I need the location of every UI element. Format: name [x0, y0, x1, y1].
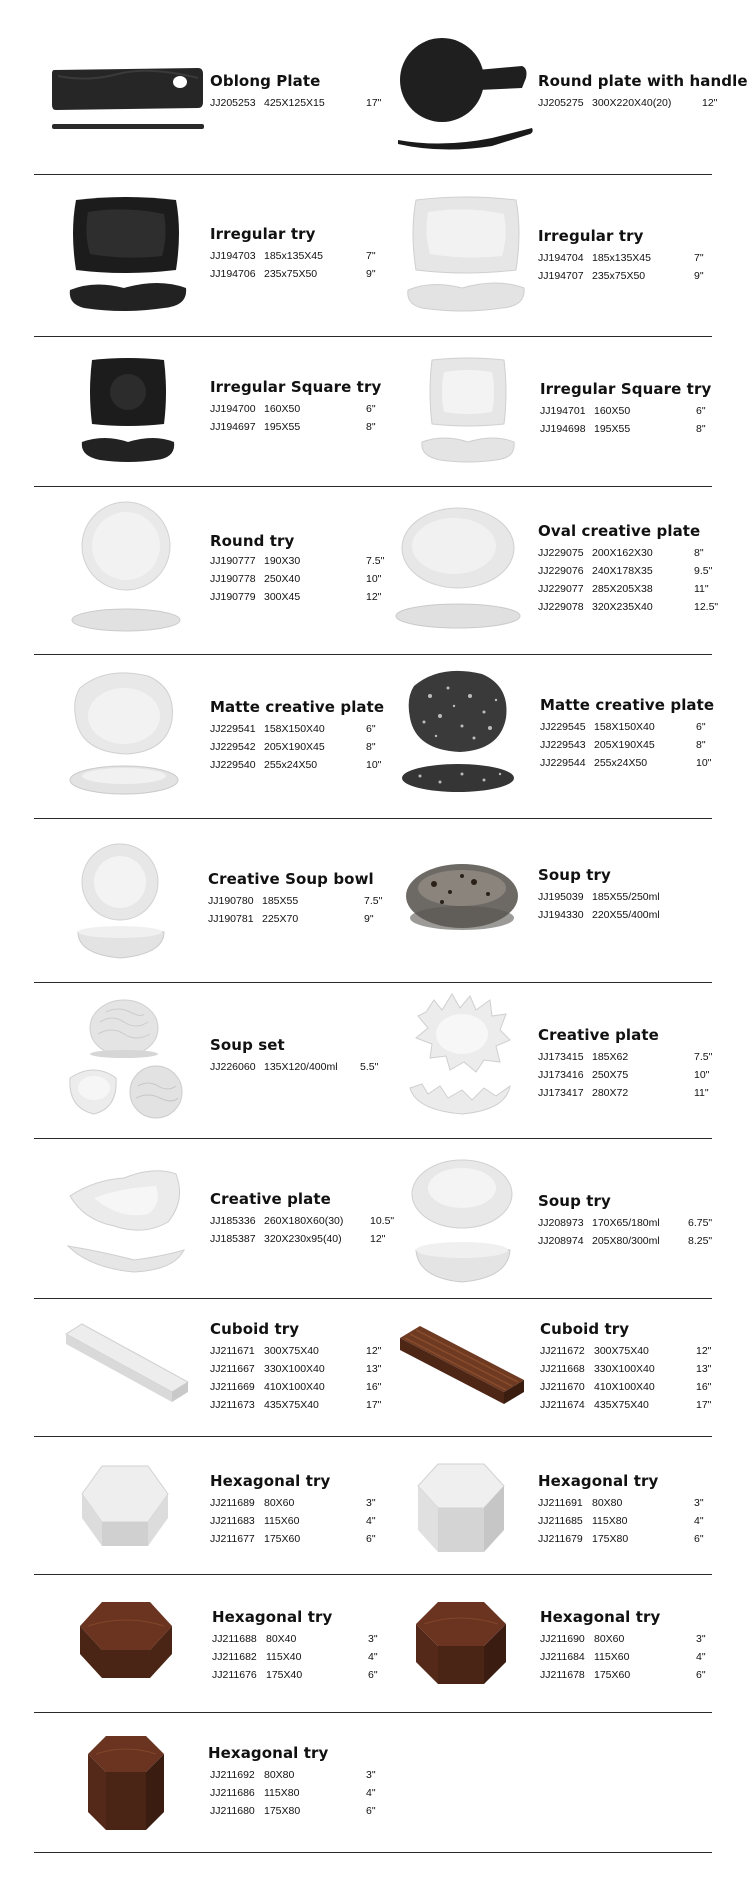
oval-creative-plate-image [394, 504, 526, 634]
soup-set-image [64, 996, 186, 1120]
product-title: Hexagonal try [540, 1608, 661, 1626]
section-divider [34, 1712, 712, 1713]
spec-row: JJ194701 160X50 6" [540, 405, 706, 417]
spec-row: JJ229541 158X150X40 6" [210, 723, 376, 735]
creative-plate-leaf-image [64, 1160, 188, 1278]
spec-row: JJ229545 158X150X40 6" [540, 721, 706, 733]
round-plate-with-handle-image [392, 36, 537, 151]
spec-row: JJ205275 300X220X40(20) 12" [538, 97, 718, 109]
product-title: Oblong Plate [210, 72, 321, 90]
spec-row: JJ226060 135X120/400ml 5.5" [210, 1061, 379, 1073]
hexagonal-tray-wood-mid-image [414, 1600, 508, 1688]
oblong-plate-image [48, 62, 208, 137]
spec-row: JJ194698 195X55 8" [540, 423, 706, 435]
product-title: Soup set [210, 1036, 285, 1054]
hexagonal-tray-white-low-image [80, 1464, 170, 1550]
spec-row: JJ211690 80X60 3" [540, 1633, 706, 1645]
creative-plate-splash-image [406, 990, 516, 1120]
spec-row: JJ229078 320X235X40 12.5" [538, 601, 719, 613]
section-divider [34, 336, 712, 337]
product-title: Round plate with handle [538, 72, 748, 90]
hexagonal-tray-wood-low-image [78, 1600, 174, 1682]
section-divider [34, 1298, 712, 1299]
product-title: Creative plate [210, 1190, 331, 1208]
spec-row: JJ185336 260X180X60(30) 10.5" [210, 1215, 395, 1227]
spec-row: JJ229542 205X190X45 8" [210, 741, 376, 753]
spec-row: JJ211670 410X100X40 16" [540, 1381, 712, 1393]
spec-row: JJ190780 185X55 7.5" [208, 895, 383, 907]
spec-row: JJ211676 175X40 6" [212, 1669, 378, 1681]
spec-row: JJ211679 175X80 6" [538, 1533, 704, 1545]
spec-row: JJ211667 330X100X40 13" [210, 1363, 382, 1375]
creative-soup-bowl-image [74, 842, 170, 964]
hexagonal-tray-wood-tall-image [86, 1734, 166, 1834]
soup-tray-white-image [410, 1158, 516, 1286]
spec-row: JJ211673 435X75X40 17" [210, 1399, 382, 1411]
spec-row: JJ211669 410X100X40 16" [210, 1381, 382, 1393]
spec-row: JJ194706 235x75X50 9" [210, 268, 376, 280]
spec-row: JJ211674 435X75X40 17" [540, 1399, 712, 1411]
spec-row: JJ190777 190X30 7.5" [210, 555, 385, 567]
spec-row: JJ195039 185X55/250ml [538, 891, 660, 903]
spec-row: JJ229544 255x24X50 10" [540, 757, 712, 769]
section-divider [34, 174, 712, 175]
section-divider [34, 1138, 712, 1139]
product-title: Cuboid try [540, 1320, 630, 1338]
cuboid-tray-wood-image [396, 1320, 528, 1412]
cuboid-tray-white-image [62, 1320, 192, 1406]
product-title: Cuboid try [210, 1320, 300, 1338]
product-title: Soup try [538, 1192, 611, 1210]
irregular-tray-black-image [64, 192, 194, 317]
spec-row: JJ211686 115X80 4" [210, 1787, 376, 1799]
spec-row: JJ211683 115X60 4" [210, 1515, 376, 1527]
product-title: Round try [210, 532, 295, 550]
matte-creative-plate-speckled-image [400, 666, 520, 801]
section-divider [34, 1574, 712, 1575]
spec-row: JJ194700 160X50 6" [210, 403, 376, 415]
spec-row: JJ190778 250X40 10" [210, 573, 382, 585]
spec-row: JJ211682 115X40 4" [212, 1651, 378, 1663]
spec-row: JJ211680 175X80 6" [210, 1805, 376, 1817]
spec-row: JJ194330 220X55/400ml [538, 909, 660, 921]
spec-row: JJ194697 195X55 8" [210, 421, 376, 433]
spec-row: JJ211685 115X80 4" [538, 1515, 704, 1527]
spec-row: JJ211671 300X75X40 12" [210, 1345, 382, 1357]
spec-row: JJ211678 175X60 6" [540, 1669, 706, 1681]
spec-row: JJ190781 225X70 9" [208, 913, 374, 925]
product-title: Hexagonal try [208, 1744, 329, 1762]
product-title: Hexagonal try [210, 1472, 331, 1490]
hexagonal-tray-white-tall-image [416, 1462, 506, 1556]
product-title: Hexagonal try [538, 1472, 659, 1490]
section-divider [34, 654, 712, 655]
spec-row: JJ229077 285X205X38 11" [538, 583, 709, 595]
irregular-square-tray-black-image [78, 356, 178, 466]
spec-row: JJ208974 205X80/300ml 8.25" [538, 1235, 713, 1247]
spec-row: JJ190779 300X45 12" [210, 591, 382, 603]
spec-row: JJ194707 235x75X50 9" [538, 270, 704, 282]
spec-row: JJ211692 80X80 3" [210, 1769, 376, 1781]
spec-row: JJ173416 250X75 10" [538, 1069, 710, 1081]
product-title: Oval creative plate [538, 522, 701, 540]
spec-row: JJ185387 320X230x95(40) 12" [210, 1233, 386, 1245]
spec-row: JJ211691 80X80 3" [538, 1497, 704, 1509]
spec-row: JJ173417 280X72 11" [538, 1087, 709, 1099]
matte-creative-plate-white-image [66, 668, 186, 803]
spec-row: JJ211684 115X60 4" [540, 1651, 706, 1663]
section-divider [34, 982, 712, 983]
product-title: Hexagonal try [212, 1608, 333, 1626]
product-title: Matte creative plate [210, 698, 385, 716]
product-title: Irregular try [210, 225, 316, 243]
spec-row: JJ211689 80X60 3" [210, 1497, 376, 1509]
product-title: Soup try [538, 866, 611, 884]
spec-row: JJ229075 200X162X30 8" [538, 547, 704, 559]
spec-row: JJ194704 185x135X45 7" [538, 252, 704, 264]
irregular-tray-white-image [402, 192, 532, 317]
spec-row: JJ208973 170X65/180ml 6.75" [538, 1217, 713, 1229]
spec-row: JJ211677 175X60 6" [210, 1533, 376, 1545]
spec-row: JJ173415 185X62 7.5" [538, 1051, 713, 1063]
section-divider [34, 1852, 712, 1853]
spec-row: JJ211668 330X100X40 13" [540, 1363, 712, 1375]
section-divider [34, 818, 712, 819]
product-title: Irregular try [538, 227, 644, 245]
spec-row: JJ229543 205X190X45 8" [540, 739, 706, 751]
spec-row: JJ211688 80X40 3" [212, 1633, 378, 1645]
product-title: Matte creative plate [540, 696, 715, 714]
spec-row: JJ194703 185x135X45 7" [210, 250, 376, 262]
product-title: Creative plate [538, 1026, 659, 1044]
round-tray-image [68, 500, 186, 635]
section-divider [34, 1436, 712, 1437]
product-title: Creative Soup bowl [208, 870, 374, 888]
spec-row: JJ229076 240X178X35 9.5" [538, 565, 713, 577]
product-title: Irregular Square try [210, 378, 382, 396]
irregular-square-tray-white-image [418, 356, 518, 466]
product-title: Irregular Square try [540, 380, 712, 398]
section-divider [34, 486, 712, 487]
spec-row: JJ211672 300X75X40 12" [540, 1345, 712, 1357]
spec-row: JJ205253 425X125X15 17" [210, 97, 382, 109]
soup-tray-image [404, 862, 520, 938]
spec-row: JJ229540 255x24X50 10" [210, 759, 382, 771]
